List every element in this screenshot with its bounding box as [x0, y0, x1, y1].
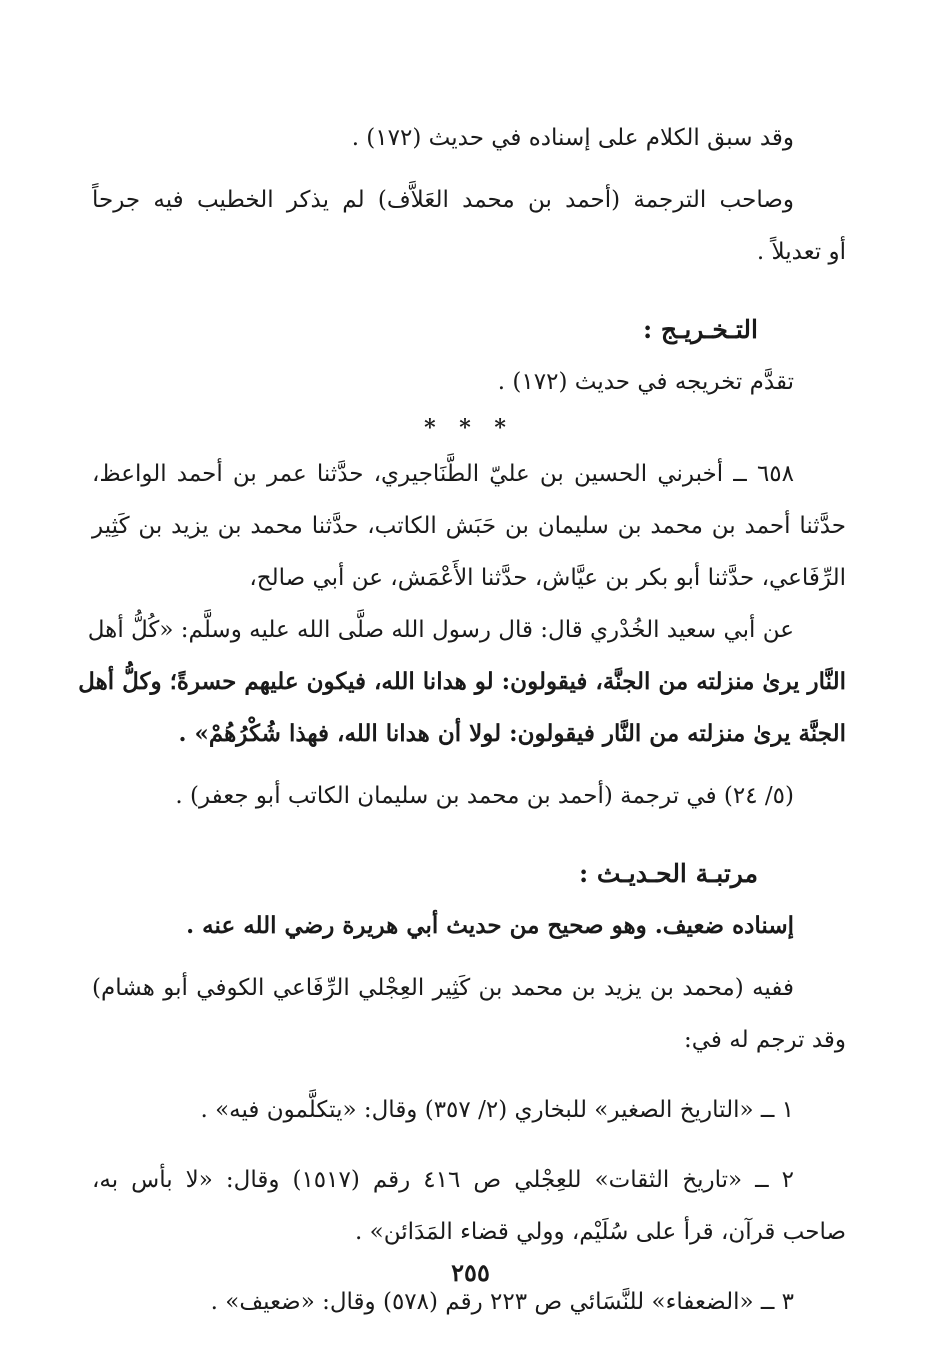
reference-item: ١ ــ «التاريخ الصغير» للبخاري (٢/ ٣٥٧) وقال: «يتكلَّمون فيه» . — [200, 1097, 794, 1123]
hadith-line: حدَّثنا أحمد بن محمد بن سليمان بن حَبَش الكاتب، حدَّثنا محمد بن يزيد بن كَثِير — [92, 513, 846, 539]
section-heading-takhrij: التـخـريـج : — [642, 315, 758, 344]
reference-item: ٣ ــ «الضعفاء» للنَّسَائي ص ٢٢٣ رقم (٥٧٨) وقال: «ضعيف» . — [210, 1289, 794, 1315]
hadith-line: ٦٥٨ ــ أخبرني الحسين بن عليّ الطَّنَاجيري، حدَّثنا عمر بن أحمد الواعظ، — [92, 461, 794, 487]
text-line: تقدَّم تخريجه في حديث (١٧٢) . — [497, 369, 794, 395]
text-line: إسناده ضعيف. وهو صحيح من حديث أبي هريرة رضي الله عنه . — [186, 912, 794, 939]
text-line: وقد سبق الكلام على إسناده في حديث (١٧٢) . — [351, 125, 794, 151]
hadith-line: النَّار يرىٰ منزلته من الجنَّة، فيقولون: لو هدانا الله، فيكون عليهم حسرةً؛ وكلُّ أهل — [78, 668, 846, 695]
section-heading-rank: مرتبـة الحـديـث : — [578, 859, 758, 888]
reference-item: ٢ ــ «تاريخ الثقات» للعِجْلي ص ٤١٦ رقم (١٥١٧) وقال: «لا بأس به، — [92, 1167, 794, 1193]
reference-item: صاحب قرآن، قرأ على سُلَيْم، وولي قضاء المَدَائن» . — [355, 1219, 846, 1245]
hadith-line: عن أبي سعيد الخُدْري قال: قال رسول الله صلَّى الله عليه وسلَّم: «كُلُّ أهل — [87, 617, 794, 643]
hadith-line: الرِّفَاعي، حدَّثنا أبو بكر بن عيَّاش، حدَّثنا الأَعْمَش، عن أبي صالح، — [249, 565, 846, 591]
page-number: ٢٥٥ — [451, 1258, 490, 1287]
hadith-line: الجنَّة يرىٰ منزلته من النَّار فيقولون: لولا أن هدانا الله، فهذا شُكْرُهُمْ» . — [178, 720, 846, 747]
section-separator: * * * — [424, 415, 514, 441]
text-line: أو تعديلاً . — [756, 239, 846, 265]
text-line: وقد ترجم له في: — [684, 1027, 846, 1053]
text-line: ففيه (محمد بن يزيد بن محمد بن كَثِير العِجْلي الرِّفَاعي الكوفي أبو هشام) — [92, 975, 794, 1001]
source-reference: (٥/ ٢٤) في ترجمة (أحمد بن محمد بن سليمان الكاتب أبو جعفر) . — [175, 783, 794, 809]
text-line: وصاحب الترجمة (أحمد بن محمد العَلاَّف) لم يذكر الخطيب فيه جرحاً — [92, 187, 794, 213]
